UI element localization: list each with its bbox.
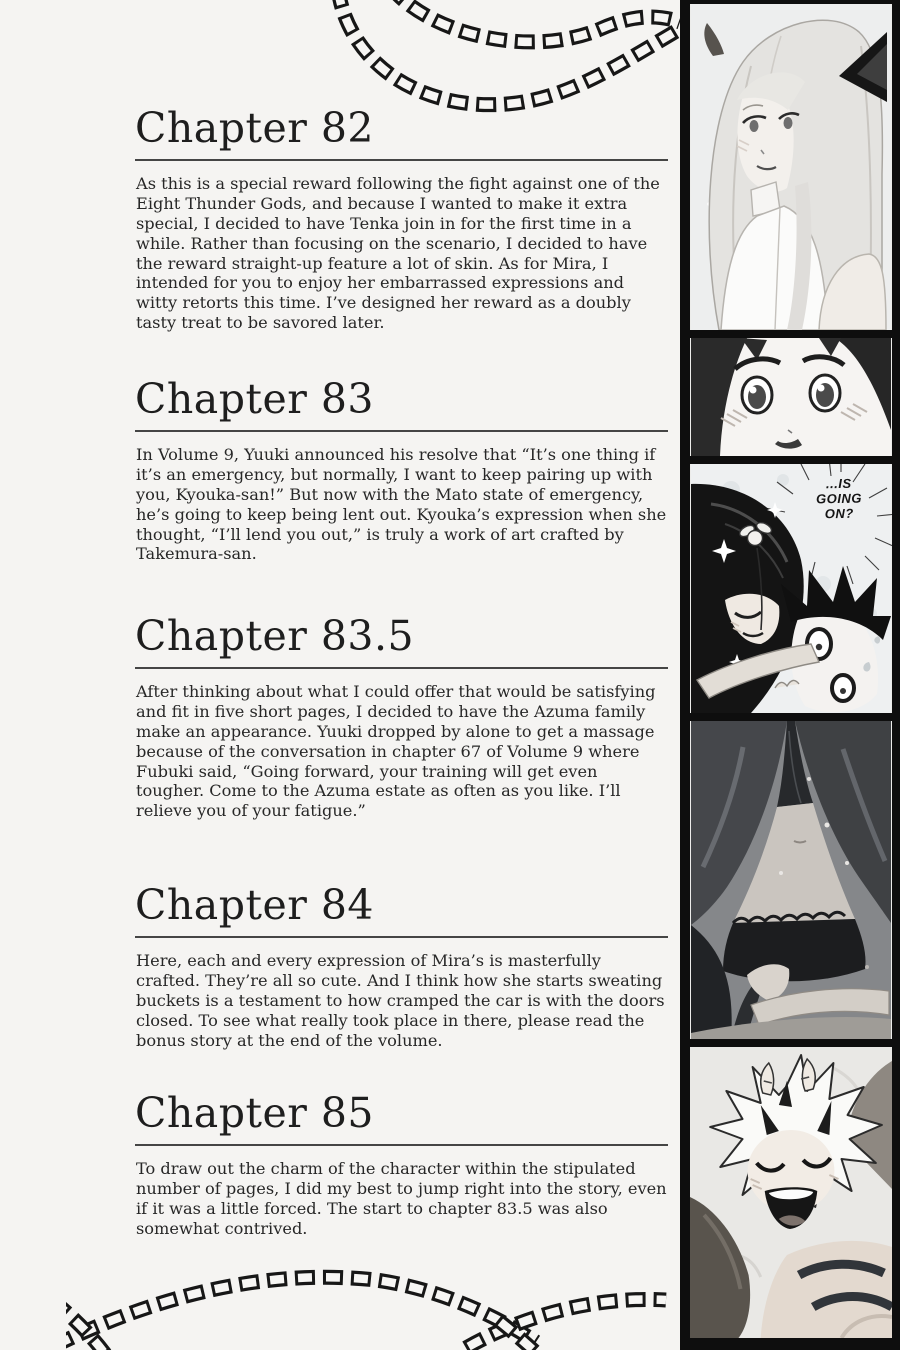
panel-artwork — [690, 721, 892, 1039]
chain-strand — [466, 1299, 666, 1348]
chapter-section-85 — [135, 1091, 668, 1239]
chain-illustration-bottom — [66, 1262, 686, 1350]
manga-panel-strip — [680, 0, 900, 1350]
chapter-section-83 — [135, 377, 668, 564]
speech-bubble-text — [802, 475, 877, 521]
title-divider — [135, 159, 668, 161]
chapter-title: Chapter 83 — [135, 375, 375, 423]
chapter-commentary: To draw out the charm of the character within the stipulated number of pages, I did my best to jump right into the story, even if it was a little forced. The start to chapter 83.5 was also somewhat contrived. — [136, 1158, 667, 1238]
chapter-section-83-5 — [135, 614, 668, 821]
chain-strand — [390, 0, 680, 42]
chapter-title: Chapter 82 — [135, 104, 375, 152]
title-divider — [135, 667, 668, 669]
speech-line: ...IS — [825, 475, 852, 492]
panel-artwork — [690, 1047, 892, 1338]
chapter-title: Chapter 83.5 — [135, 612, 415, 660]
title-divider — [135, 430, 668, 432]
chapter-title: Chapter 85 — [135, 1089, 375, 1137]
chain-strand — [66, 1277, 536, 1346]
chapter-title: Chapter 84 — [135, 881, 375, 929]
chapter-section-82 — [135, 106, 668, 333]
manga-panel-bent-over-scene — [690, 721, 892, 1039]
chain-strand — [498, 1320, 554, 1350]
panel-artwork — [690, 338, 892, 456]
speech-line: ON? — [824, 505, 854, 522]
panel-artwork — [690, 4, 892, 330]
title-divider — [135, 936, 668, 938]
speech-line: GOING — [815, 490, 863, 507]
chain-illustration-top — [268, 0, 680, 120]
manga-panel-hug-scene — [690, 464, 892, 713]
manga-panel-boy-face — [690, 338, 892, 456]
chain-strand — [338, 0, 678, 105]
chapter-commentary: After thinking about what I could offer that would be satisfying and fit in five short pages, I decided to have the Azuma family make an appearance. Yuuki dropped by alone to get a massage because of the conversation in chapter 67 of Volume 9 where Fubuki said, “Going forward, your training will get even tougher. Come to the Azuma estate as often as you like. I’ll relieve you of your fatigue.” — [136, 681, 656, 821]
manga-panel-woman-portrait — [690, 4, 892, 330]
chain-strand — [66, 1300, 108, 1350]
chapter-commentary: As this is a special reward following the fight against one of the Eight Thunder Gods, and because I wanted to make it extra special, I decided to have Tenka join in for the first time in a while. Rather than focusing on the scenario, I decided to have the reward straight-up feature a lot of skin. As for Mira, I intended for you to enjoy her embarrassed expressions and witty retorts this time. I’ve designed her reward as a doubly tasty treat to be savored later. — [136, 173, 660, 333]
chapter-commentary: Here, each and every expression of Mira’s is masterfully crafted. They’re all so cute. And I think how she starts sweating buckets is a testament to how cramped the car is with the doors closed. To see what really took place in there, please read the bonus story at the end of the volume. — [136, 950, 665, 1050]
title-divider — [135, 1144, 668, 1146]
chapter-section-84 — [135, 883, 668, 1050]
chapter-commentary: In Volume 9, Yuuki announced his resolve that “It’s one thing if it’s an emergency, but normally, I want to keep pairing up with you, Kyouka-san!” But now with the Mato state of emergency, he’s going to keep being lent out. Kyouka’s expression when she thought, “I’ll lend you out,” is truly a work of art crafted by Takemura-san. — [136, 444, 667, 564]
manga-panel-laughing-character — [690, 1047, 892, 1338]
